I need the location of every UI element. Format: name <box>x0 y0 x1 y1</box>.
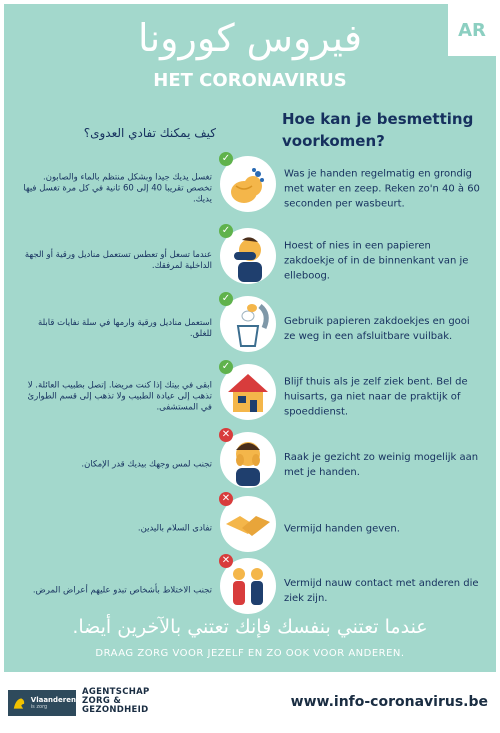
tip-text-arabic: تجنب الاختلاط بأشخاص تبدو عليهم أعراض المرض. <box>32 585 212 596</box>
tip-row-touch-face <box>4 429 496 498</box>
agency-name <box>82 688 150 715</box>
footer-slogan-arabic: عندما تعتني بنفسك فإنك تعتني بالآخرين أيضا. <box>72 616 428 638</box>
check-icon: ✓ <box>219 360 233 374</box>
check-icon: ✓ <box>219 292 233 306</box>
tip-text-arabic: عندما تسعل أو تعطس تستعمل مناديل ورقية أو الجهة الداخلية لمرفقك. <box>24 250 212 271</box>
tip-text-dutch: Raak je gezicht zo weinig mogelijk aan met je handen. <box>284 452 479 478</box>
tip-text-arabic: تغسل يديك جيدا وبشكل منتظم بالماء والصابون. تخصص تقريبا 40 إلى 60 ثانية في كل مرة تغسل فيها يديك. <box>23 172 212 205</box>
check-icon: ✓ <box>219 224 233 238</box>
title-arabic: فيروس كورونا <box>138 16 362 60</box>
tip-row-stay-home <box>4 361 496 430</box>
tip-row-handshake <box>4 493 496 562</box>
heading-arabic: كيف يمكنك تفادي العدوى؟ <box>83 126 216 140</box>
heading-dutch: Hoe kan je besmetting voorkomen? <box>282 110 474 150</box>
tip-row-hand-washing <box>4 153 496 222</box>
tip-text-arabic: استعمل مناديل ورقية وارمها في سلة نفايات قابلة للغلق. <box>38 318 212 339</box>
tip-row-avoid-contact <box>4 555 496 624</box>
agency-line-3: GEZONDHEID <box>82 705 149 715</box>
poster <box>4 4 496 672</box>
tip-text-dutch: Vermijd nauw contact met anderen die ziek zijn. <box>284 578 479 604</box>
footer-slogan-dutch: DRAAG ZORG VOOR JEZELF EN ZO OOK VOOR ANDEREN. <box>95 648 405 659</box>
vlaanderen-name: Vlaanderen <box>30 696 76 704</box>
title-dutch: HET CORONAVIRUS <box>153 70 347 91</box>
agency-line-2: ZORG & <box>82 696 122 706</box>
tip-text-arabic: ابقى في بيتك إذا كنت مريضا. إتصل بطبيب العائلة. لا تذهب إلى عيادة الطبيب ولا تذهب إلى قسم الطوارئ في المستشفى. <box>27 380 212 413</box>
lion-icon <box>11 694 28 712</box>
tip-text-dutch: Blijf thuis als je zelf ziek bent. Bel de huisarts, ga niet naar de praktijk of spoeddienst. <box>284 376 468 418</box>
cross-icon: ✕ <box>219 492 233 506</box>
tip-text-dutch: Gebruik papieren zakdoekjes en gooi ze weg in een afsluitbare vuilbak. <box>284 316 470 342</box>
tip-text-dutch: Vermijd handen geven. <box>284 523 400 535</box>
tip-text-arabic: تجنب لمس وجهك بيديك قدر الإمكان. <box>81 459 212 470</box>
tip-row-sneeze-elbow <box>4 225 496 294</box>
cross-icon: ✕ <box>219 554 233 568</box>
vlaanderen-tagline: is zorg <box>30 704 48 710</box>
website-link[interactable]: www.info-coronavirus.be <box>290 694 488 710</box>
vlaanderen-logo <box>8 690 76 716</box>
tip-text-dutch: Hoest of nies in een papieren zakdoekje of in de binnenkant van je elleboog. <box>284 240 469 282</box>
tip-text-dutch: Was je handen regelmatig en grondig met water en zeep. Reken zo'n 40 à 60 seconden per wasbeurt. <box>284 168 480 210</box>
cross-icon: ✕ <box>219 428 233 442</box>
tip-text-arabic: تفادى السلام باليدين. <box>137 523 212 534</box>
tip-row-tissue-bin <box>4 293 496 362</box>
check-icon: ✓ <box>219 152 233 166</box>
language-badge: AR <box>448 4 496 56</box>
agency-line-1: AGENTSCHAP <box>82 687 150 697</box>
